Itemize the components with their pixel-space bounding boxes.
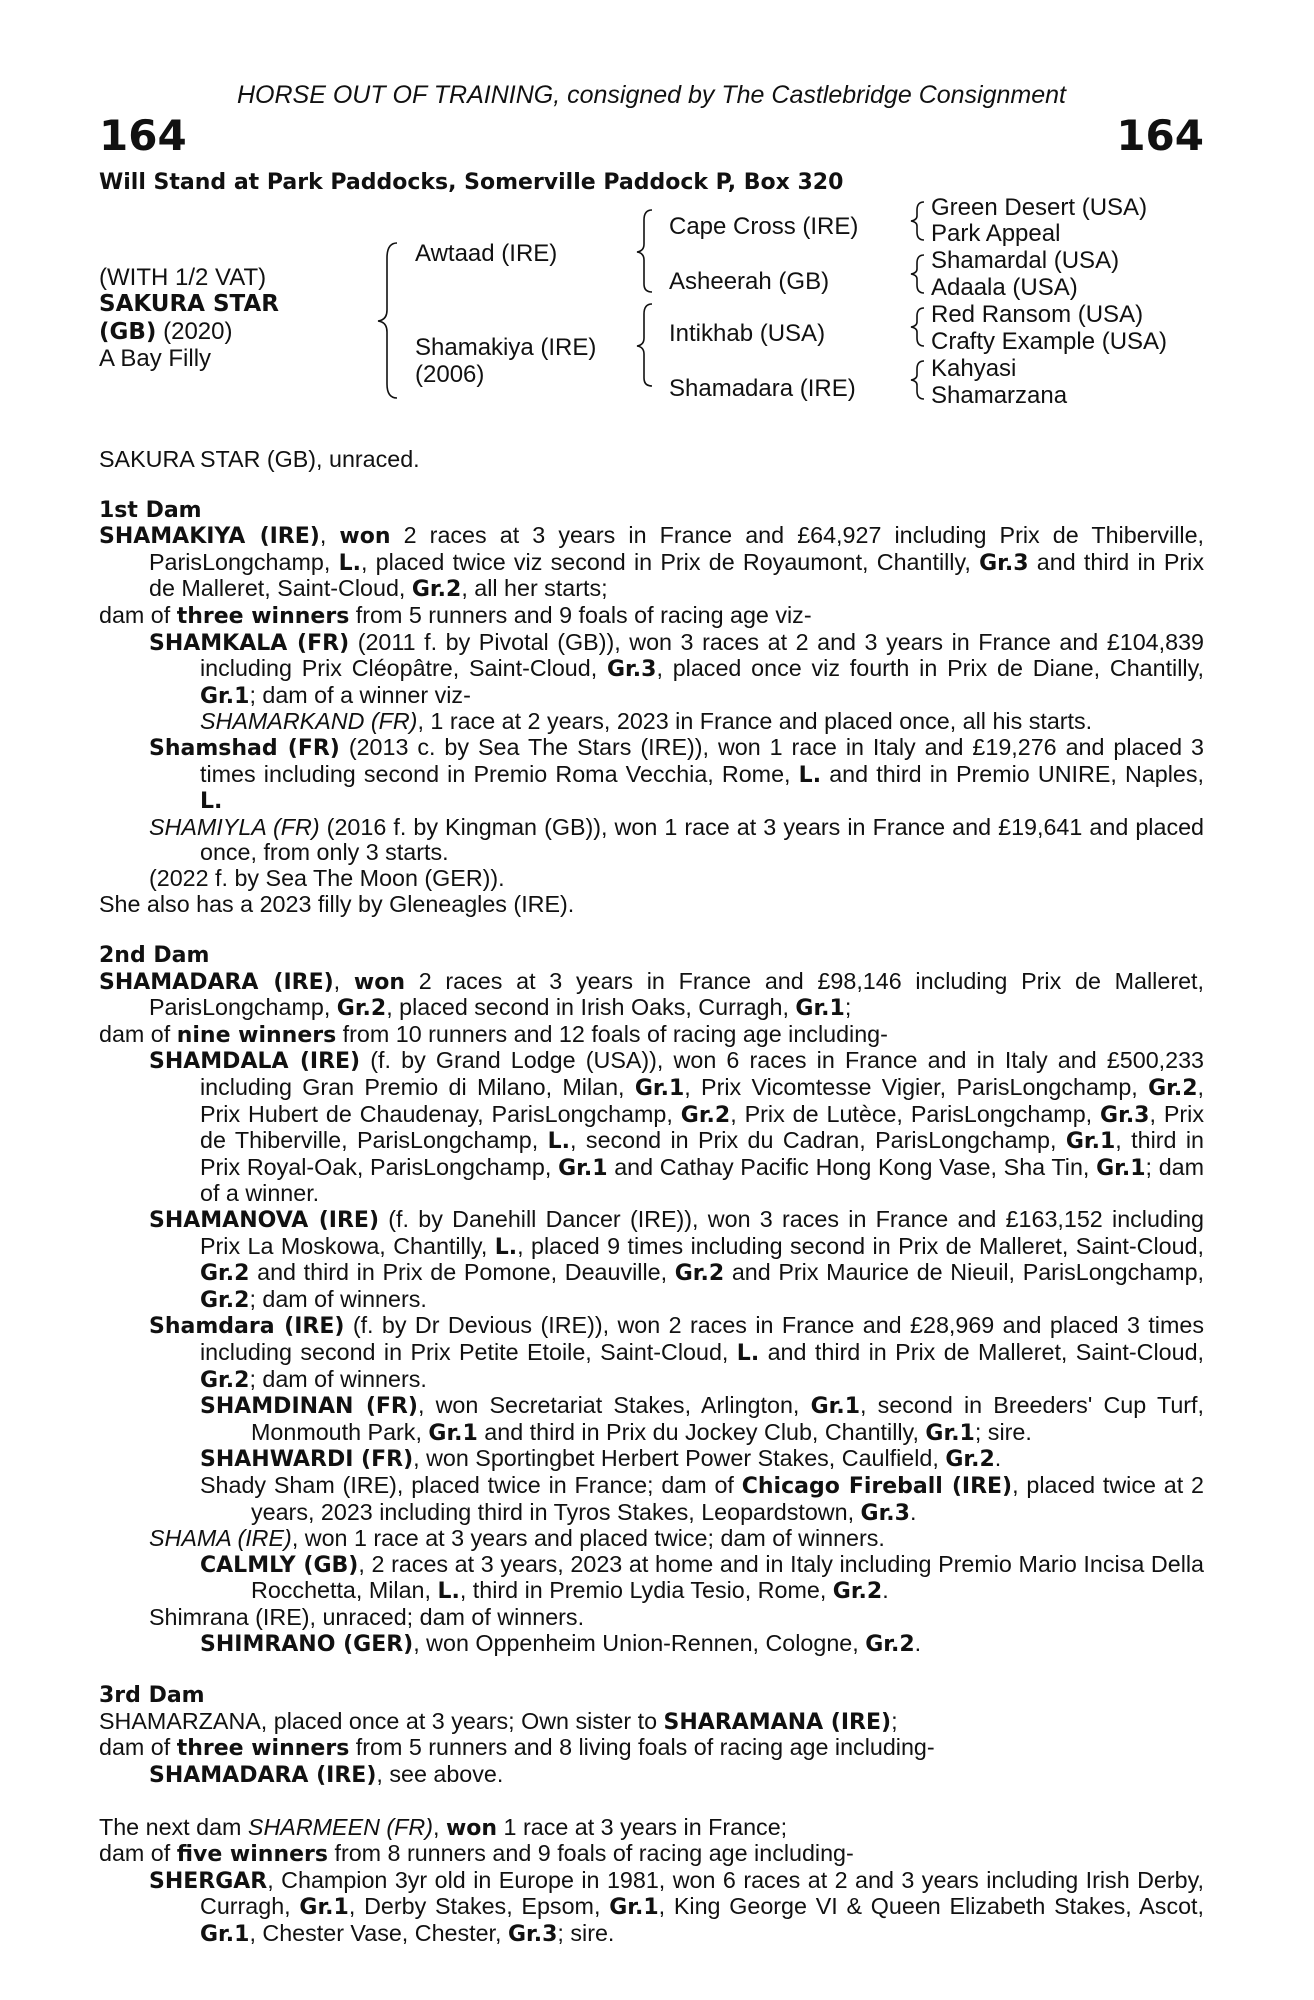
next-dam-damof: dam of five winners from 8 runners and 9 foals of racing age including- — [99, 1840, 854, 1868]
dam1-main: SHAMAKIYA (IRE), won 2 races at 3 years in France and £64,927 including Prix de Thiberville, ParisLongchamp, L., placed twice viz second in Prix de Royaumont, Chantilly, Gr.3 and third in Prix de Malleret, Saint-Cloud, Gr.2, all her starts; — [99, 522, 1204, 603]
dam2-damof: dam of nine winners from 10 runners and 12 foals of racing age including- — [99, 1020, 888, 1048]
horse-country: (GB) — [99, 319, 157, 345]
dam1-damof: dam of three winners from 5 runners and 9 foals of racing age viz- — [99, 601, 812, 629]
vat-note: (WITH 1/2 VAT) — [99, 264, 267, 291]
dam2-main: SHAMADARA (IRE), won 2 races at 3 years in France and £98,146 including Prix de Malleret, ParisLongchamp, Gr.2, placed second in Irish Oaks, Curragh, Gr.1; — [99, 967, 1204, 1022]
dam1-also: She also has a 2023 filly by Gleneagles (IRE). — [99, 890, 575, 917]
dam2-offspring-2: SHAMANOVA (IRE) (f. by Danehill Dancer (IRE)), won 3 races in France and £163,152 including Prix La Moskowa, Chantilly, L., placed 9 times including second in Prix de Malleret, Saint-Cloud, Gr.2 and third in Prix de Pomone, Deauville, Gr.2 and Prix Maurice de Nieuil, ParisLongchamp, Gr.2; dam of winners. — [149, 1206, 1204, 1313]
dam1-offspring-4: (2022 f. by Sea The Moon (GER)). — [149, 864, 505, 891]
dam1-offspring-1a: SHAMARKAND (FR), 1 race at 2 years, 2023 in France and placed once, all his starts. — [200, 708, 1093, 735]
dam3-offspring-1: SHAMADARA (IRE), see above. — [149, 1760, 504, 1788]
dam2-heading: 2nd Dam — [99, 943, 210, 969]
sire-sire: Cape Cross (IRE) — [669, 213, 859, 240]
gg-1: Green Desert (USA) — [931, 194, 1148, 221]
next-dam-offspring-1: SHERGAR, Champion 3yr old in Europe in 1981, won 6 races at 2 and 3 years including Irish Derby, Curragh, Gr.1, Derby Stakes, Epsom, Gr.1, King George VI & Queen Elizabeth Stakes, Ascot, Gr.1, Chester Vase, Chester, Gr.3; sire. — [149, 1866, 1204, 1947]
dam1-offspring-3: SHAMIYLA (FR) (2016 f. by Kingman (GB)), won 1 race at 3 years in France and £19,641 and placed once, from only 3 starts. — [149, 813, 1204, 866]
dam2-offspring-5: Shimrana (IRE), unraced; dam of winners. — [149, 1603, 585, 1630]
dam1-heading: 1st Dam — [99, 497, 202, 523]
gg-7: Kahyasi — [931, 355, 1017, 382]
consignor-line: HORSE OUT OF TRAINING, consigned by The Castlebridge Consignment — [236, 81, 1067, 109]
sire-dam: Asheerah (GB) — [669, 268, 830, 295]
brace-g2 — [911, 255, 924, 293]
brace-sire — [637, 210, 652, 292]
sire-name: Awtaad (IRE) — [415, 240, 558, 267]
dam3-heading: 3rd Dam — [99, 1683, 205, 1709]
dam2-offspring-4a: CALMLY (GB), 2 races at 3 years, 2023 at home and in Italy including Premio Mario Incisa Della Rocchetta, Milan, L., third in Premio Lydia Tesio, Rome, Gr.2. — [200, 1550, 1205, 1605]
brace-dam — [637, 304, 652, 386]
dam2-offspring-3: Shamdara (IRE) (f. by Dr Devious (IRE)), won 2 races in France and £28,969 and placed 3 times including second in Prix Petite Etoile, Saint-Cloud, L. and third in Prix de Malleret, Saint-Cloud, Gr.2; dam of winners. — [149, 1312, 1205, 1393]
next-dam-main: The next dam SHARMEEN (FR), won 1 race at 3 years in France; — [99, 1813, 788, 1841]
dam-dam: Shamadara (IRE) — [669, 375, 856, 402]
horse-description: A Bay Filly — [99, 345, 212, 372]
dam-sire: Intikhab (USA) — [669, 320, 826, 347]
brace-main — [378, 243, 397, 398]
gg-3: Shamardal (USA) — [931, 247, 1120, 274]
intro-line: SAKURA STAR (GB), unraced. — [99, 446, 420, 472]
horse-country-year — [99, 318, 232, 346]
gg-6: Crafty Example (USA) — [931, 328, 1168, 355]
gg-2: Park Appeal — [931, 220, 1061, 247]
dam3-main: SHAMARZANA, placed once at 3 years; Own sister to SHARAMANA (IRE); — [99, 1707, 898, 1735]
lot-row — [99, 110, 1204, 162]
catalogue-text — [99, 447, 1204, 1947]
dam2-offspring-3a: SHAMDINAN (FR), won Secretariat Stakes, Arlington, Gr.1, second in Breeders' Cup Turf, Monmouth Park, Gr.1 and third in Prix du Jockey Club, Chantilly, Gr.1; sire. — [200, 1392, 1204, 1446]
dam3-damof: dam of three winners from 5 runners and 8 living foals of racing age including- — [99, 1734, 935, 1762]
brace-g1 — [911, 202, 924, 240]
dam2-offspring-3b: SHAHWARDI (FR), won Sportingbet Herbert Power Stakes, Caulfield, Gr.2. — [200, 1445, 1002, 1473]
dam1-offspring-1: SHAMKALA (FR) (2011 f. by Pivotal (GB)), won 3 races at 2 and 3 years in France and £104,839 including Prix Cléopâtre, Saint-Cloud, Gr.3, placed once viz fourth in Prix de Diane, Chantilly, Gr.1; dam of a winner viz- — [149, 628, 1204, 709]
dam-year: (2006) — [415, 361, 485, 388]
brace-g3 — [911, 308, 924, 346]
lot-number-right: 164 — [1116, 111, 1204, 160]
dam1-offspring-2: Shamshad (FR) (2013 c. by Sea The Stars (IRE)), won 1 race in Italy and £19,276 and placed 3 times including second in Premio Roma Vecchia, Rome, L. and third in Premio UNIRE, Naples, L. — [149, 733, 1204, 815]
horse-year: (2020) — [163, 318, 233, 345]
dam2-offspring-1: SHAMDALA (IRE) (f. by Grand Lodge (USA)), won 6 races in France and in Italy and £500,233 including Gran Premio di Milano, Milan, Gr.1, Prix Vicomtesse Vigier, ParisLongchamp, Gr.2, Prix Hubert de Chaudenay, ParisLongchamp, Gr.2, Prix de Lutèce, ParisLongchamp, Gr.3, Prix de Thiberville, ParisLongchamp, L., second in Prix du Cadran, ParisLongchamp, Gr.1, third in Prix Royal-Oak, ParisLongchamp, Gr.1 and Cathay Pacific Hong Kong Vase, Sha Tin, Gr.1; dam of a winner. — [149, 1047, 1205, 1207]
catalogue-page — [99, 80, 1204, 1947]
dam2-offspring-4: SHAMA (IRE), won 1 race at 3 years and placed twice; dam of winners. — [149, 1525, 885, 1552]
stand-location: Will Stand at Park Paddocks, Somerville Paddock P, Box 320 — [99, 170, 844, 195]
gg-4: Adaala (USA) — [931, 274, 1078, 301]
gg-5: Red Ransom (USA) — [931, 301, 1144, 328]
brace-g4 — [911, 361, 924, 399]
dam-name: Shamakiya (IRE) — [415, 334, 597, 361]
pedigree-table — [99, 194, 1204, 426]
lot-number-left: 164 — [99, 111, 187, 160]
horse-name: SAKURA STAR — [99, 291, 279, 317]
dam2-offspring-3c: Shady Sham (IRE), placed twice in France; dam of Chicago Fireball (IRE), placed twice at 2 years, 2023 including third in Tyros Stakes, Leopardstown, Gr.3. — [200, 1471, 1204, 1526]
gg-8: Shamarzana — [931, 382, 1068, 409]
dam2-offspring-5a: SHIMRANO (GER), won Oppenheim Union-Rennen, Cologne, Gr.2. — [200, 1629, 922, 1657]
